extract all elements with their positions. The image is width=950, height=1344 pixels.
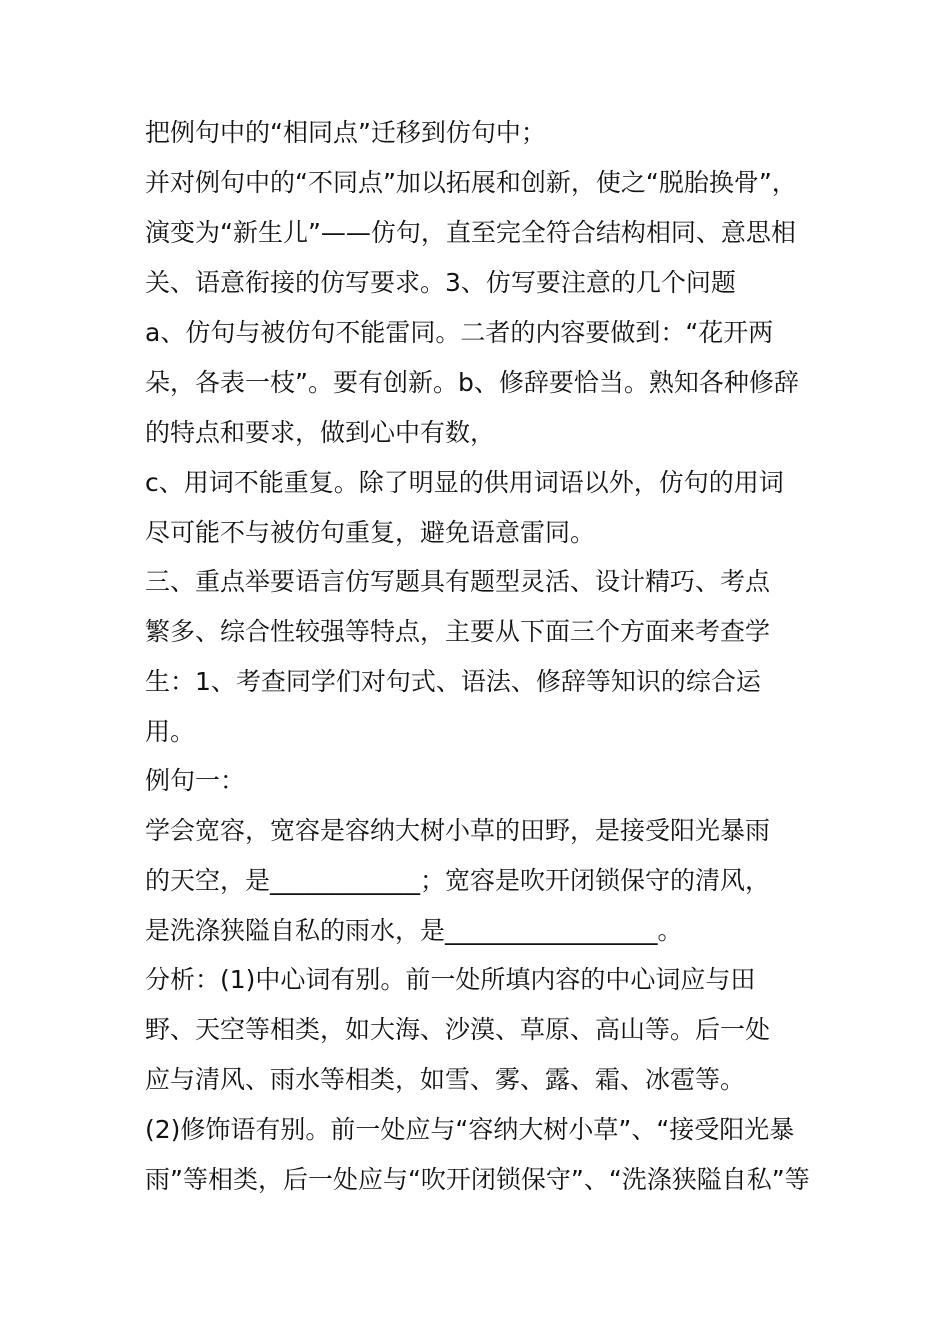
text-line: c、用词不能重复。除了明显的供用词语以外，仿句的用词 — [145, 468, 784, 497]
text-line: 雨”等相类，后一处应与“吹开闭锁保守”、“洗涤狭隘自私”等 — [145, 1165, 810, 1194]
text-line: 尽可能不与被仿句重复，避免语意雷同。 — [145, 518, 596, 547]
text-line: 用。 — [145, 717, 196, 746]
text-line: 并对例句中的“不同点”加以拓展和创新，使之“脱胎换骨”， — [145, 168, 797, 197]
text-line: 关、语意衔接的仿写要求。3、仿写要注意的几个问题 — [145, 268, 736, 297]
text-line: 的特点和要求，做到心中有数， — [145, 418, 496, 447]
text-line: a、仿句与被仿句不能雷同。二者的内容要做到：“花开两 — [145, 318, 774, 347]
text-line: 繁多、综合性较强等特点，主要从下面三个方面来考查学 — [145, 617, 771, 646]
text-line: 野、天空等相类，如大海、沙漠、草原、高山等。后一处 — [145, 1015, 771, 1044]
text-line: (2)修饰语有别。前一处应与“容纳大树小草”、“接受阳光暴 — [145, 1115, 795, 1144]
text-line: 应与清风、雨水等相类，如雪、雾、露、霜、冰雹等。 — [145, 1065, 746, 1094]
text-line: 的天空，是____________；宽容是吹开闭锁保守的清风， — [145, 866, 771, 895]
text-line: 三、重点举要语言仿写题具有题型灵活、设计精巧、考点 — [145, 567, 771, 596]
text-line: 把例句中的“相同点”迁移到仿句中； — [145, 118, 546, 147]
text-line: 例句一： — [145, 766, 246, 795]
text-line: 学会宽容，宽容是容纳大树小草的田野，是接受阳光暴雨 — [145, 816, 771, 845]
text-line: 朵，各表一枝”。要有创新。b、修辞要恰当。熟知各种修辞 — [145, 368, 799, 397]
text-line: 生：1、考查同学们对句式、语法、修辞等知识的综合运 — [145, 667, 761, 696]
text-line: 分析：(1)中心词有别。前一处所填内容的中心词应与田 — [145, 965, 756, 994]
text-line: 演变为“新生儿”——仿句，直至完全符合结构相同、意思相 — [145, 218, 796, 247]
text-line: 是洗涤狭隘自私的雨水，是_________________。 — [145, 916, 683, 945]
